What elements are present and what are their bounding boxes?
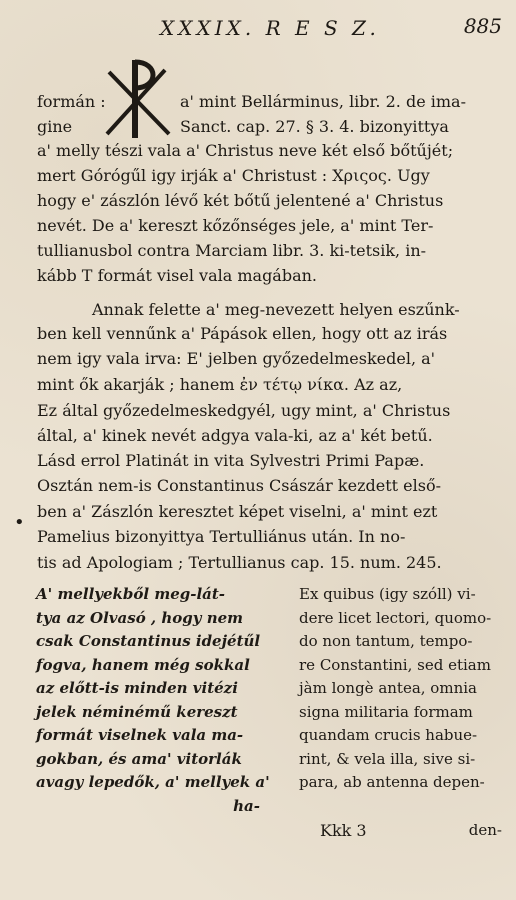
text-line-9: Annak felette a' meg-nevezett helyen eszűnk- xyxy=(92,300,460,319)
text-line-19: tis ad Apologiam ; Tertullianus cap. 15. num. 245. xyxy=(37,553,442,572)
latin-line: Ex quibus (igy szóll) vi- xyxy=(299,585,476,603)
hungarian-line: az előtt-is minden vitézi xyxy=(36,679,238,697)
page-number: 885 xyxy=(463,14,502,38)
latin-line: re Constantini, sed etiam xyxy=(299,655,491,674)
text-line-10: ben kell vennűnk a' Pápások ellen, hogy ott az irás xyxy=(37,324,448,343)
hungarian-line: jelek néminémű kereszt xyxy=(36,702,238,721)
latin-line: signa militaria formam xyxy=(299,702,473,721)
text-line-17: ben a' Zászlón keresztet képet viselni, a' mint ezt xyxy=(37,502,438,521)
hungarian-line: fogva, hanem még sokkal xyxy=(36,655,250,674)
text-line-11: nem igy vala irva: E' jelben győzedelmeskedel, a' xyxy=(37,349,436,368)
hungarian-line: A' mellyekből meg-lát- xyxy=(36,585,226,603)
margin-dot: • xyxy=(14,512,25,533)
text-line-15: Lásd errol Platinát in vita Sylvestri Primi Papæ. xyxy=(37,451,425,470)
latin-line: rint, & vela illa, sive si- xyxy=(299,749,476,768)
text-line-2-right: Sanct. cap. 27. § 3. 4. bizonyittya xyxy=(180,117,449,136)
latin-line: para, ab antenna depen- xyxy=(299,773,485,791)
hungarian-line: tya az Olvasó , hogy nem xyxy=(36,608,244,627)
text-line-8: kább T formát visel vala magában. xyxy=(37,266,318,285)
text-line-1: formán : xyxy=(37,92,106,111)
running-title: XXXIX. R E S Z. xyxy=(160,16,380,40)
latin-column xyxy=(299,583,511,795)
text-line-14: által, a' kinek nevét adgya vala-ki, az a' két betű. xyxy=(37,426,433,445)
chi-rho-symbol-icon xyxy=(103,58,175,140)
text-line-13: Ez által győzedelmeskedgyél, ugy mint, a' Christus xyxy=(37,401,451,420)
latin-line: jàm longè antea, omnia xyxy=(299,679,477,697)
text-line-18: Pamelius bizonyittya Tertulliánus után. In no- xyxy=(37,527,406,546)
text-line-12: mint ők akarják ; hanem ἐν τέτῳ νίκα. Az az, xyxy=(37,375,403,394)
text-line-2: gine xyxy=(37,117,73,136)
text-line-3: a' melly tészi vala a' Christus neve két első bőtűjét; xyxy=(37,141,454,160)
hungarian-line: formát viselnek vala ma- xyxy=(36,726,244,744)
latin-line: do non tantum, tempo- xyxy=(299,632,473,650)
text-line-16: Osztán nem-is Constantinus Császár kezdett első- xyxy=(37,476,441,495)
hungarian-line: csak Constantinus idejétűl xyxy=(36,632,261,650)
text-line-4: mert Górógűl igy irják a' Christust : Χριςος. Ugy xyxy=(37,166,430,185)
hungarian-line: gokban, és ama' vitorlák xyxy=(36,749,242,768)
hungarian-line: ha- xyxy=(233,796,260,815)
latin-line: dere licet lectori, quomo- xyxy=(299,608,492,627)
hungarian-line: avagy lepedők, a' mellyek a' xyxy=(36,773,270,791)
text-line-6: nevét. De a' kereszt kőzőnséges jele, a' mint Ter- xyxy=(37,216,434,235)
hungarian-column xyxy=(36,583,270,818)
text-line-7: tullianusbol contra Marciam libr. 3. ki-tetsik, in- xyxy=(37,241,427,260)
text-line-1-right: a' mint Bellárminus, libr. 2. de ima- xyxy=(180,92,466,111)
signature-mark: Kkk 3 xyxy=(320,821,367,840)
catchword: den- xyxy=(468,821,502,839)
text-line-5: hogy e' zászlón lévő két bőtű jelentené a' Christus xyxy=(37,191,444,210)
latin-line: quandam crucis habue- xyxy=(299,726,478,744)
